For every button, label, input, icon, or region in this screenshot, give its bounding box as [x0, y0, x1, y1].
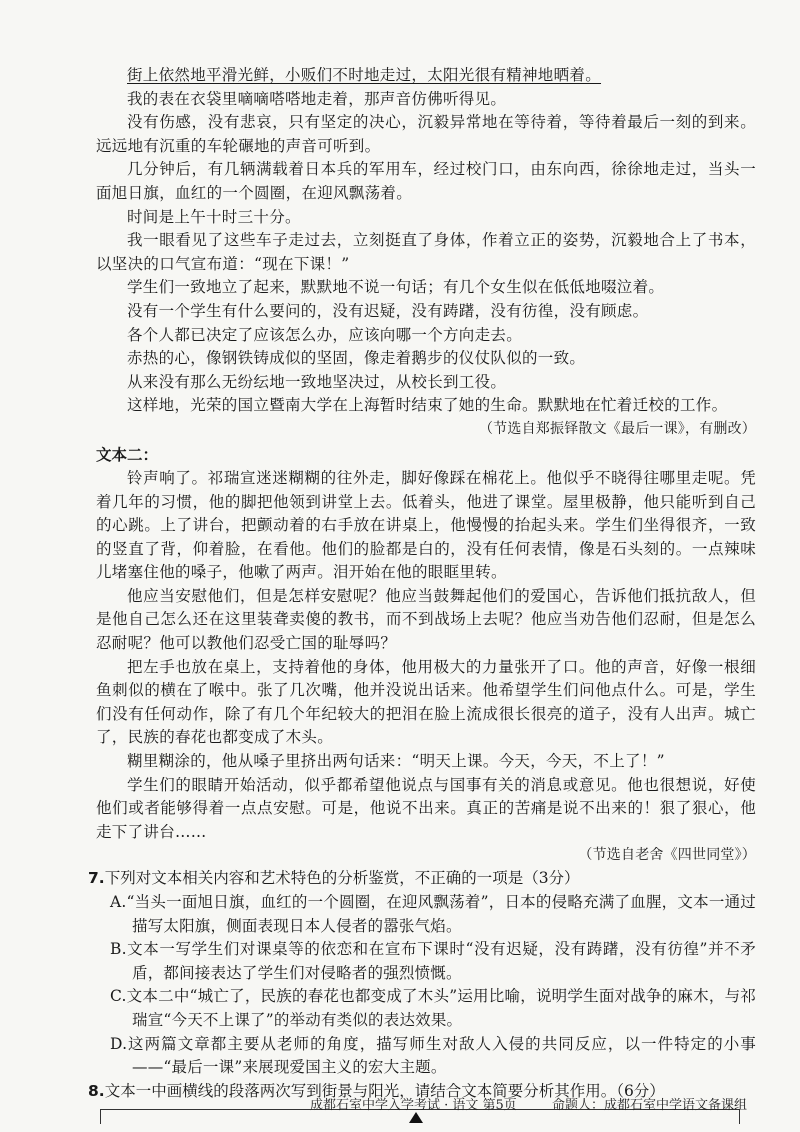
text2-paragraph: 糊里糊涂的，他从嗓子里挤出两句话来：“明天上课。今天，今天，不上了！” [127, 752, 665, 771]
text1-paragraph: 学生们一致地立了起来，默默地不说一句话；有几个女生似在低低地啜泣着。 [127, 278, 665, 297]
question-7-stem: 下列对文本相关内容和艺术特色的分析鉴赏，不正确的一项是（3分） [104, 869, 580, 888]
triangle-marker-icon [409, 1112, 423, 1123]
text1-paragraph: 时间是上午十时三十分。 [127, 207, 301, 226]
text2-paragraph: 把左手也放在桌上，支持着他的身体，他用极大的力量张开了口。他的声音，好像一根细鱼刺似的横在了喉中。张了几次嘴，他并没说出话来。他希望学生们问他点什么。可是，学生们没有任何动作，除了有几个年纪较大的把泪在脸上流成很长很亮的道子，没有人出声。城亡了，民族的春花也都变成了木头。 [96, 657, 756, 747]
exam-page [88, 64, 756, 1124]
text1-paragraph: 这样地，光荣的国立暨南大学在上海暂时结束了她的生命。默默地在忙着迁校的工作。 [127, 396, 728, 415]
text2-paragraph: 学生们的眼睛开始活动，似乎都希望他说点与国事有关的消息或意见。他也很想说，好使他们或者能够得着一点点安慰。可是，他说不出来。真正的苦痛是说不出来的！狠了狠心，他走下了讲台…… [96, 775, 756, 841]
text1-paragraph: 我的表在衣袋里嘀嘀嗒嗒地走着，那声音仿佛听得见。 [127, 89, 507, 108]
text1-paragraph: 没有伤感，没有悲哀，只有坚定的决心，沉毅异常地在等待着，等待着最后一刻的到来。远远地有沉重的车轮碾地的声音可听到。 [96, 113, 756, 155]
text1-paragraph: 几分钟后，有几辆满载着日本兵的军用车，经过校门口，由东向西，徐徐地走过，当头一面旭日旗，血红的一个圆圈，在迎风飘荡着。 [96, 160, 756, 202]
question-7-option-a: A.“当头一面旭日旗，血红的一个圆圈，在迎风飘荡着”，日本的侵略充满了血腥，文本一通过描写太阳旗，侧面表现日本人侵者的嚣张气焰。 [110, 893, 756, 935]
question-8-stem: 文本一中画横线的段落两次写到街景与阳光，请结合文本简要分析其作用。（6分） [104, 1081, 665, 1100]
text1-source: （节选自郑振铎散文《最后一课》，有删改） [479, 420, 756, 437]
question-8-number: 8. [88, 1081, 105, 1100]
question-7-option-d: D.这两篇文章都主要从老师的角度，描写师生对敌人入侵的共同反应，以一件特定的小事——“最后一课”来展现爱国主义的宏大主题。 [110, 1034, 756, 1077]
text2-heading: 文本二： [96, 445, 159, 464]
text2-source: （节选自老舍《四世同堂》） [578, 847, 756, 864]
question-7 [88, 867, 756, 891]
text1-paragraph: 我一眼看见了这些车子走过去，立刻挺直了身体，作着立正的姿势，沉毅地合上了书本，以坚决的口气宣布道：“现在下课！” [96, 231, 756, 273]
text2-paragraph: 他应当安慰他们，但是怎样安慰呢？他应当鼓舞起他们的爱国心，告诉他们抵抗敌人，但是他自己怎么还在这里装聋卖傻的教书，而不到战场上去呢？他应当劝告他们忍耐，但是怎么忍耐呢？他可以教他们忍受亡国的耻辱吗？ [96, 586, 756, 653]
question-7-option-c: C.文本二中“城亡了，民族的春花也都变成了木头”运用比喻，说明学生面对战争的麻木，与祁瑞宣“今天不上课了”的举动有类似的表达效果。 [110, 987, 756, 1029]
footer-author: 命题人：成都石室中学语文备课组 [552, 1098, 748, 1113]
question-7-number: 7. [88, 869, 105, 888]
text1-paragraph-underlined: 街上依然地平滑光鲜，小贩们不时地走过，太阳光很有精神地晒着。 [127, 66, 602, 84]
question-7-option-b: B.文本一写学生们对课桌等的依恋和在宣布下课时“没有迟疑，没有踌躇，没有彷徨”并不矛盾，都间接表达了学生们对侵略者的强烈愤慨。 [110, 940, 756, 982]
text1-paragraph: 没有一个学生有什么要问的，没有迟疑，没有踌躇，没有彷徨，没有顾虑。 [127, 301, 649, 320]
text2-paragraph: 铃声响了。祁瑞宣迷迷糊糊的往外走，脚好像踩在棉花上。他似乎不晓得往哪里走呢。凭着几年的习惯，他的脚把他领到讲堂上去。低着头，他进了课堂。屋里极静，他只能听到自己的心跳。上了讲台，把颤动着的右手放在讲桌上，他慢慢的抬起头来。学生们坐得很齐，一致的竖直了背，仰着脸，在看他。他们的脸都是白的，没有任何表情，像是石头刻的。一点辣味儿堵塞住他的嗓子，他嗽了两声。泪开始在他的眼眶里转。 [96, 468, 756, 582]
text1-paragraph: 赤热的心，像钢铁铸成似的坚固，像走着鹅步的仪仗队似的一致。 [127, 349, 586, 368]
text1-paragraph: 从来没有那么无纷纭地一致地坚决过，从校长到工役。 [127, 372, 507, 391]
footer-page-info: 成都石室中学入学考试 · 语文 第5页 [310, 1098, 517, 1113]
text1-paragraph: 各个人都已决定了应该怎么办，应该向哪一个方向走去。 [127, 325, 523, 344]
